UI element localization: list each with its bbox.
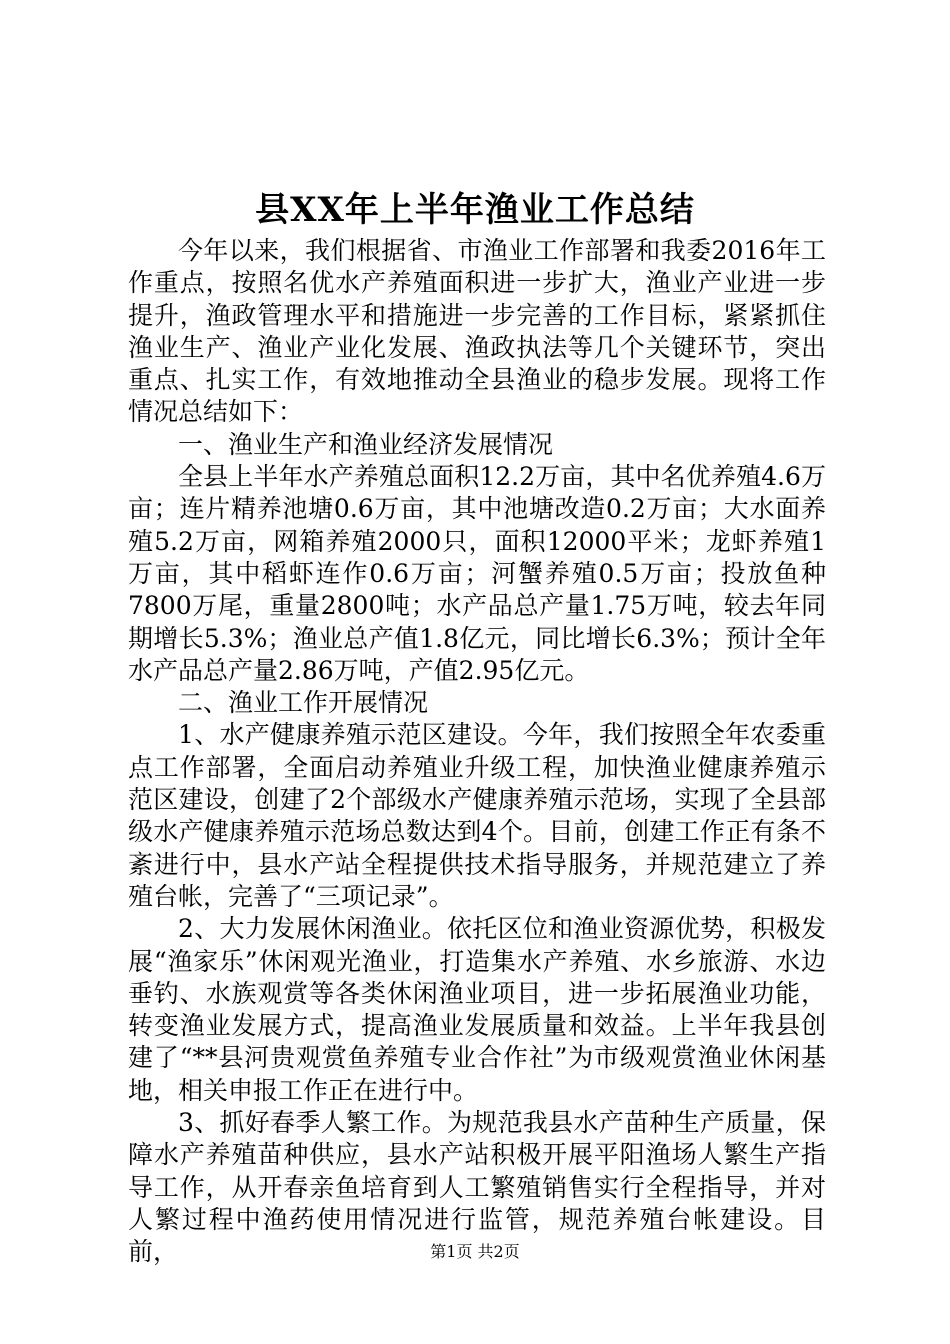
document-title: 县XX年上半年渔业工作总结	[255, 190, 695, 230]
section-heading-1: 一、渔业生产和渔业经济发展情况	[178, 429, 554, 459]
document-body	[128, 235, 826, 1269]
section-heading-2: 二、渔业工作开展情况	[178, 688, 429, 718]
paragraph-item-2: 2、大力发展休闲渔业。依托区位和渔业资源优势，积极发展“渔家乐”休闲观光渔业，打造集水产养殖、水乡旅游、水边垂钓、水族观赏等各类休闲渔业项目，进一步拓展渔业功能，转变渔业发展方式，提高渔业发展质量和效益。上半年我县创建了“**县河贵观赏鱼养殖专业合作社”为市级观赏渔业休闲基地，相关申报工作正在进行中。	[128, 914, 826, 1105]
page-footer: 第1页 共2页	[430, 1242, 520, 1261]
paragraph-item-3: 3、抓好春季人繁工作。为规范我县水产苗种生产质量，保障水产养殖苗种供应，县水产站积极开展平阳渔场人繁生产指导工作，从开春亲鱼培育到人工繁殖销售实行全程指导，并对人繁过程中渔药使用情况进行监管，规范养殖台帐建设。目前，	[128, 1108, 826, 1267]
paragraph-intro: 今年以来，我们根据省、市渔业工作部署和我委2016年工作重点，按照名优水产养殖面积进一步扩大，渔业产业进一步提升，渔政管理水平和措施进一步完善的工作目标，紧紧抓住渔业生产、渔业产业化发展、渔政执法等几个关键环节，突出重点、扎实工作，有效地推动全县渔业的稳步发展。现将工作情况总结如下：	[128, 236, 826, 427]
paragraph-item-1: 1、水产健康养殖示范区建设。今年，我们按照全年农委重点工作部署，全面启动养殖业升级工程，加快渔业健康养殖示范区建设，创建了2个部级水产健康养殖示范场，实现了全县部级水产健康养殖示范场总数达到4个。目前，创建工作正有条不紊进行中，县水产站全程提供技术指导服务，并规范建立了养殖台帐，完善了“三项记录”。	[128, 720, 826, 911]
paragraph-production-stats: 全县上半年水产养殖总面积12.2万亩，其中名优养殖4.6万亩；连片精养池塘0.6万亩，其中池塘改造0.2万亩；大水面养殖5.2万亩，网箱养殖2000只，面积12000平米；龙虾养殖1万亩，其中稻虾连作0.6万亩；河蟹养殖0.5万亩；投放鱼种7800万尾，重量2800吨；水产品总产量1.75万吨，较去年同期增长5.3%；渔业总产值1.8亿元，同比增长6.3%；预计全年水产品总产量2.86万吨，产值2.95亿元。	[128, 462, 826, 685]
